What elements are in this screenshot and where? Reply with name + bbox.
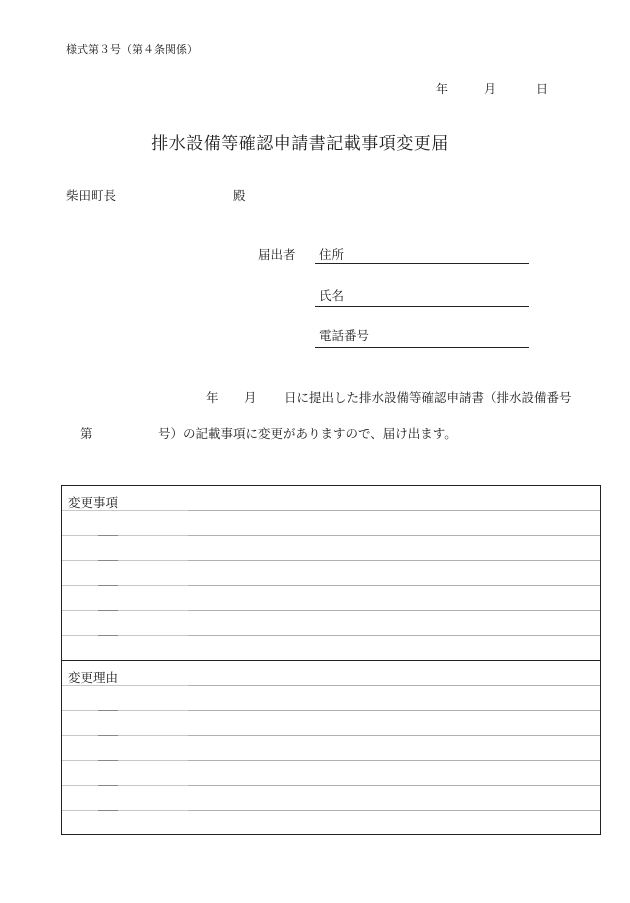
reason-row-line [62, 810, 600, 811]
reason-row-line [62, 760, 600, 761]
reason-row-line [62, 685, 600, 686]
changes-row-line [62, 560, 600, 561]
name-label: 氏名 [319, 288, 345, 303]
form-number: 様式第３号（第４条関係） [66, 43, 198, 56]
date-month-label: 月 [484, 82, 497, 96]
document-title: 排水設備等確認申請書記載事項変更届 [151, 134, 449, 154]
section-reason-label: 変更理由 [68, 670, 119, 685]
changes-row-line [62, 635, 600, 636]
section-divider [62, 660, 600, 661]
body-number-suffix-text: 号）の記載事項に変更がありますので、届け出ます。 [158, 426, 457, 441]
addressee-honorific: 殿 [233, 188, 246, 203]
body-month-label: 月 [244, 390, 257, 405]
address-field[interactable] [315, 263, 529, 264]
reason-row-line [62, 785, 600, 786]
details-table [61, 485, 601, 835]
changes-row-line [62, 510, 600, 511]
body-day-text: 日に提出した排水設備等確認申請書（排水設備番号 [284, 390, 572, 405]
reason-row-line [62, 710, 600, 711]
date-day-label: 日 [536, 82, 549, 96]
changes-row-line [62, 585, 600, 586]
body-year-label: 年 [206, 390, 219, 405]
phone-field[interactable] [315, 347, 529, 348]
addressee-name: 柴田町長 [66, 188, 117, 203]
reason-row-line [62, 735, 600, 736]
applicant-label: 届出者 [258, 247, 296, 262]
body-number-prefix: 第 [80, 426, 93, 441]
changes-row-line [62, 610, 600, 611]
section-changes-label: 変更事項 [68, 495, 119, 510]
date-year-label: 年 [436, 82, 449, 96]
phone-label: 電話番号 [319, 328, 370, 343]
address-label: 住所 [319, 247, 345, 262]
changes-row-line [62, 535, 600, 536]
name-field[interactable] [315, 306, 529, 307]
